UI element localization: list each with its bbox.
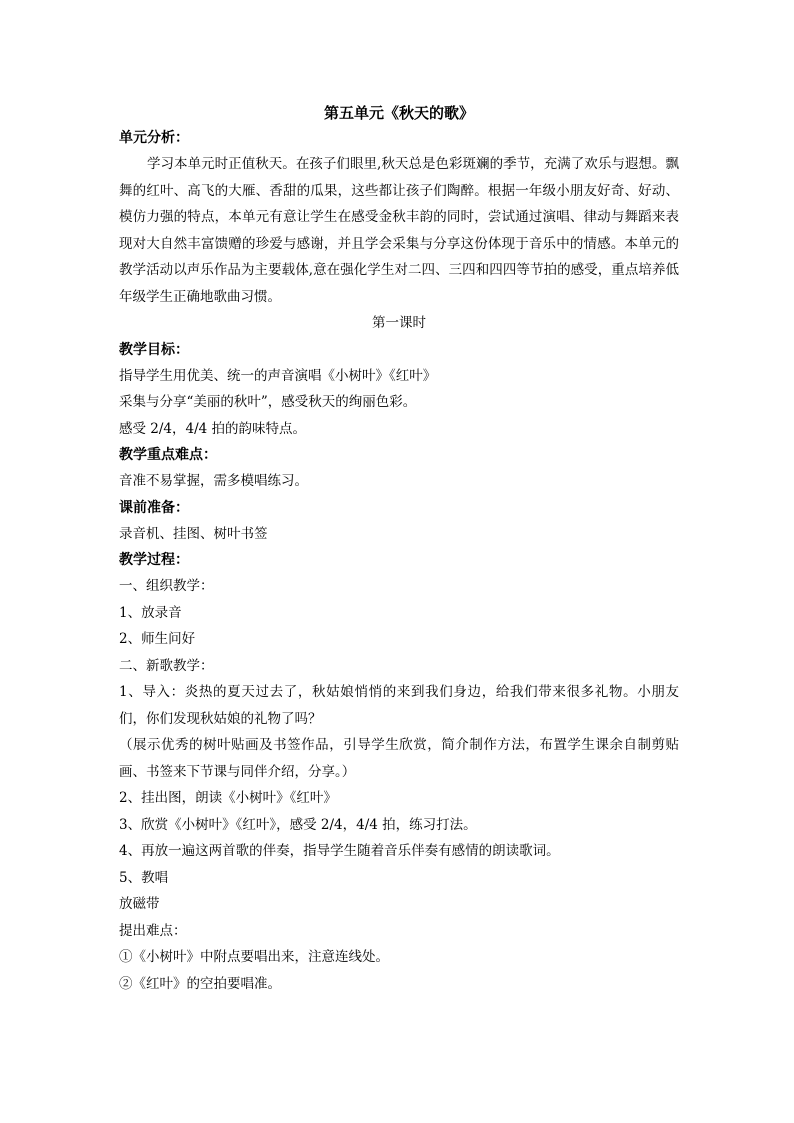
- process-step: 2、师生问好: [119, 631, 196, 647]
- difficulty-item: ①《小树叶》中附点要唱出来，注意连线处。: [119, 949, 389, 965]
- teaching-goals-heading: 教学目标：: [119, 341, 189, 358]
- process-step: 4、再放一遍这两首歌的伴奏，指导学生随着音乐伴奏有感情的朗读歌词。: [119, 843, 560, 859]
- teaching-process-heading: 教学过程：: [119, 552, 189, 568]
- preparation-text: 录音机、挂图、树叶书签: [119, 525, 268, 542]
- process-step-note: （展示优秀的树叶贴画及书签作品，引导学生欣赏，简介制作方法，布置学生课余自制剪贴画、书签来下节课与同伴介绍，分享。）: [119, 737, 679, 780]
- preparation-heading: 课前准备：: [119, 499, 189, 516]
- teaching-goal-item: 感受 2/4，4/4 拍的韵味特点。: [119, 420, 307, 437]
- difficulty-title: 提出难点：: [119, 922, 187, 939]
- process-section-title: 二、新歌教学：: [119, 657, 214, 674]
- lesson-title: 第一课时: [372, 315, 426, 331]
- process-step: 5、教唱: [119, 869, 169, 886]
- teaching-goal-item: 采集与分享“美丽的秋叶”，感受秋天的绚丽色彩。: [119, 394, 417, 410]
- key-points-text: 音准不易掌握，需多模唱练习。: [119, 473, 308, 489]
- difficulty-item: ②《红叶》的空拍要唱准。: [119, 975, 281, 992]
- process-step: 2、挂出图，朗读《小树叶》《红叶》: [119, 790, 337, 806]
- unit-analysis-paragraph: 学习本单元时正值秋天。在孩子们眼里,秋天总是色彩斑斓的季节，充满了欢乐与遐想。飘舞的红叶、高飞的大雁、香甜的瓜果，这些都让孩子们陶醉。根据一年级小朋友好奇、好动、模仿力强的特点，本单元有意让学生在感受金秋丰韵的同时，尝试通过演唱、律动与舞蹈来表现对大自然丰富馈赠的珍爱与感谢，并且学会采集与分享这份体现于音乐中的情感。本单元的教学活动以声乐作品为主要载体,意在强化学生对二四、三四和四四等节拍的感受，重点培养低年级学生正确地歌曲习惯。: [119, 156, 679, 305]
- process-step: 3、欣赏《小树叶》《红叶》，感受 2/4，4/4 拍，练习打法。: [119, 816, 477, 833]
- process-step: 1、导入：炎热的夏天过去了，秋姑娘悄悄的来到我们身边，给我们带来很多礼物。小朋友们，你们发现秋姑娘的礼物了吗？: [119, 684, 679, 727]
- document-title: 第五单元《秋天的歌》: [323, 104, 474, 122]
- teaching-goal-item: 指导学生用优美、统一的声音演唱《小树叶》《红叶》: [119, 367, 437, 384]
- document-body: [119, 101, 679, 997]
- key-points-heading: 教学重点难点：: [119, 447, 217, 463]
- process-section-title: 一、组织教学：: [119, 578, 214, 594]
- unit-analysis-heading: 单元分析：: [119, 130, 189, 146]
- process-step: 放磁带: [119, 896, 160, 912]
- process-step: 1、放录音: [119, 604, 182, 621]
